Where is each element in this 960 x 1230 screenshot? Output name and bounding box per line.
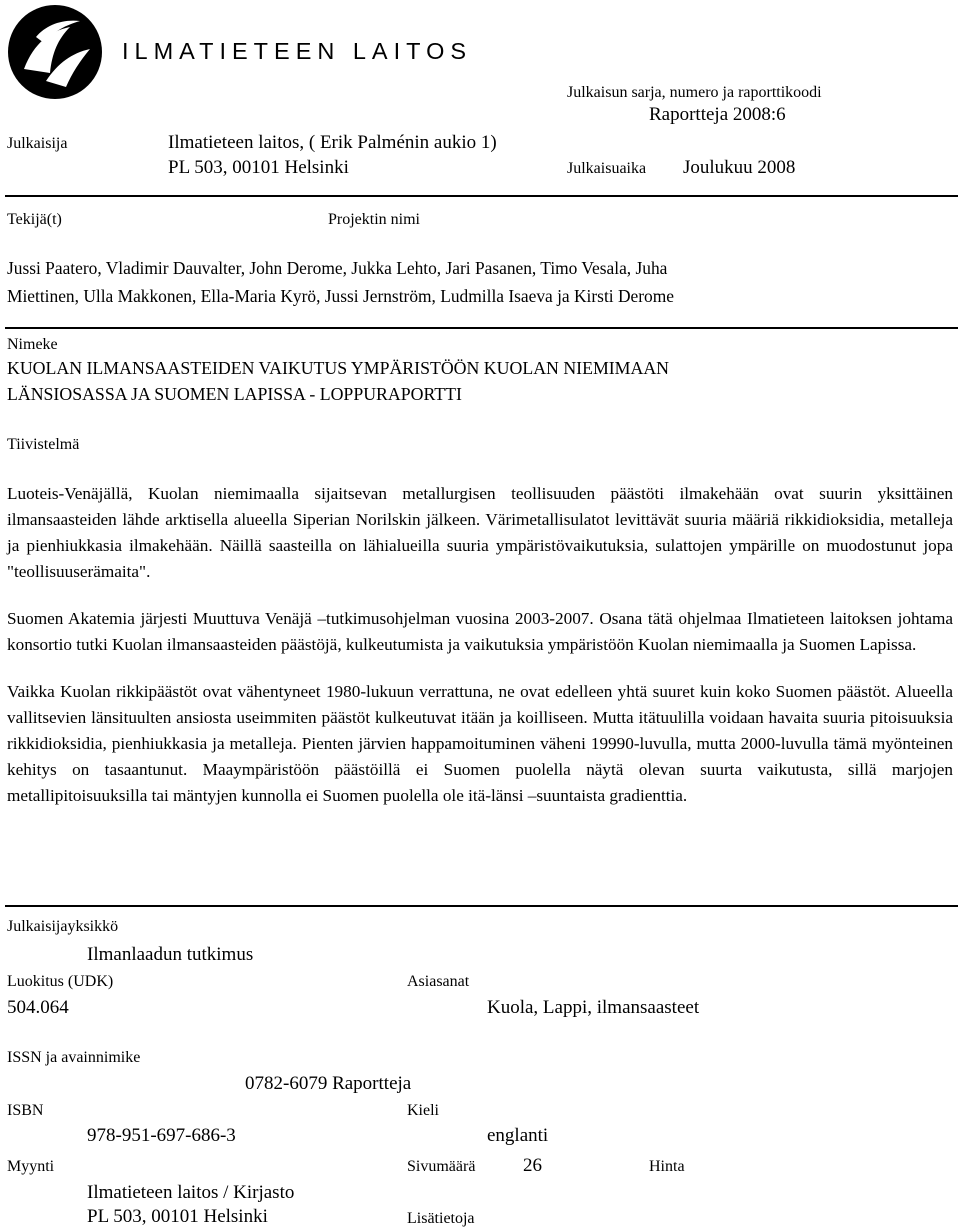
publisher-line2: PL 503, 00101 Helsinki	[168, 157, 349, 178]
keywords-value: Kuola, Lappi, ilmansaasteet	[487, 997, 700, 1018]
udk-label: Luokitus (UDK)	[7, 973, 114, 990]
seller-line2: PL 503, 00101 Helsinki	[87, 1206, 268, 1227]
date-label: Julkaisuaika	[567, 160, 647, 177]
issn-label: ISSN ja avainnimike	[7, 1049, 141, 1066]
divider	[5, 195, 958, 197]
series-label: Julkaisun sarja, numero ja raporttikoodi	[567, 84, 822, 101]
isbn-label: ISBN	[7, 1102, 44, 1119]
report-title-line1: KUOLAN ILMANSAASTEIDEN VAIKUTUS YMPÄRISTÖÖN KUOLAN NIEMIMAAN	[7, 358, 670, 378]
abstract-body	[7, 481, 953, 809]
project-label: Projektin nimi	[328, 211, 420, 228]
abstract-paragraph: Suomen Akatemia järjesti Muuttuva Venäjä –tutkimusohjelman vuosina 2003-2007. Osana tätä ohjelmaa Ilmatieteen laitoksen johtama konsortio tutki Kuolan ilmansaasteiden päästöjä, kulkeutumista ja vaikutuksia ympäristöön Kuolan niemimaalla ja Suomen Lapissa.	[7, 609, 953, 654]
pages-label: Sivumäärä	[407, 1158, 476, 1175]
isbn-value: 978-951-697-686-3	[87, 1125, 236, 1146]
language-value: englanti	[487, 1125, 549, 1146]
issn-value: 0782-6079 Raportteja	[245, 1073, 412, 1094]
seller-label: Myynti	[7, 1158, 55, 1175]
price-label: Hinta	[649, 1158, 685, 1175]
abstract-paragraph: Luoteis-Venäjällä, Kuolan niemimaalla sijaitsevan metallurgisen teollisuuden päästöti ilmakehään ovat suurin yksittäinen ilmansaasteiden lähde arktisella alueella Siperian Norilskin jälkeen. Värimetallisulatot levittävät suuria määriä rikkidioksidia, metalleja ja pienhiukkasia ilmakehään. Näillä saasteilla on lähialueilla suuria ympäristövaikutuksia, sulattojen ympärille on muodostunut jopa "teollisuuserämaita".	[7, 484, 953, 581]
authors-line2: Miettinen, Ulla Makkonen, Ella-Maria Kyrö, Jussi Jernström, Ludmilla Isaeva ja Kirsti Derome	[7, 286, 674, 306]
date-value: Joulukuu 2008	[683, 157, 796, 178]
unit-label: Julkaisijayksikkö	[7, 918, 119, 935]
extra-info-label: Lisätietoja	[407, 1210, 475, 1227]
divider	[5, 327, 958, 329]
series-value: Raportteja 2008:6	[649, 104, 786, 125]
publisher-label: Julkaisija	[7, 135, 68, 152]
udk-value: 504.064	[7, 997, 69, 1018]
unit-value: Ilmanlaadun tutkimus	[87, 944, 254, 965]
abstract-paragraph: Vaikka Kuolan rikkipäästöt ovat vähentyneet 1980-lukuun verrattuna, ne ovat edelleen yhtä suuret kuin koko Suomen päästöt. Alueella vallitsevien länsituulten ansiosta useimmiten päästöt kulkeutuvat itään ja koilliseen. Mutta itätuulilla voidaan havaita suuria pitoisuuksia rikkidioksidia, pienhiukkasia ja metalleja. Pienten järvien happamoituminen väheni 19990-luvulla, mutta 2000-luvulla tämä myönteinen kehitys on tasaantunut. Maaympäristöön päästöillä ei Suomen puolella näytä olevan suurta vaikutusta, sillä marjojen metallipitoisuuksilla tai mäntyjen kunnolla ei Suomen puolella ole itä-länsi –suuntaista gradienttia.	[7, 682, 953, 805]
publisher-line1: Ilmatieteen laitos, ( Erik Palménin aukio 1)	[168, 132, 497, 153]
fmi-logo-icon	[6, 3, 104, 101]
title-label: Nimeke	[7, 336, 58, 353]
pages-value: 26	[523, 1155, 542, 1176]
language-label: Kieli	[407, 1102, 439, 1119]
org-name: ILMATIETEEN LAITOS	[122, 38, 473, 64]
abstract-label: Tiivistelmä	[7, 436, 80, 453]
keywords-label: Asiasanat	[407, 973, 470, 990]
authors-label: Tekijä(t)	[7, 211, 62, 228]
authors-line1: Jussi Paatero, Vladimir Dauvalter, John Derome, Jukka Lehto, Jari Pasanen, Timo Vesala, Juha	[7, 258, 668, 278]
report-title-line2: LÄNSIOSASSA JA SUOMEN LAPISSA - LOPPURAPORTTI	[7, 384, 462, 404]
divider	[5, 905, 958, 907]
seller-line1: Ilmatieteen laitos / Kirjasto	[87, 1182, 295, 1203]
